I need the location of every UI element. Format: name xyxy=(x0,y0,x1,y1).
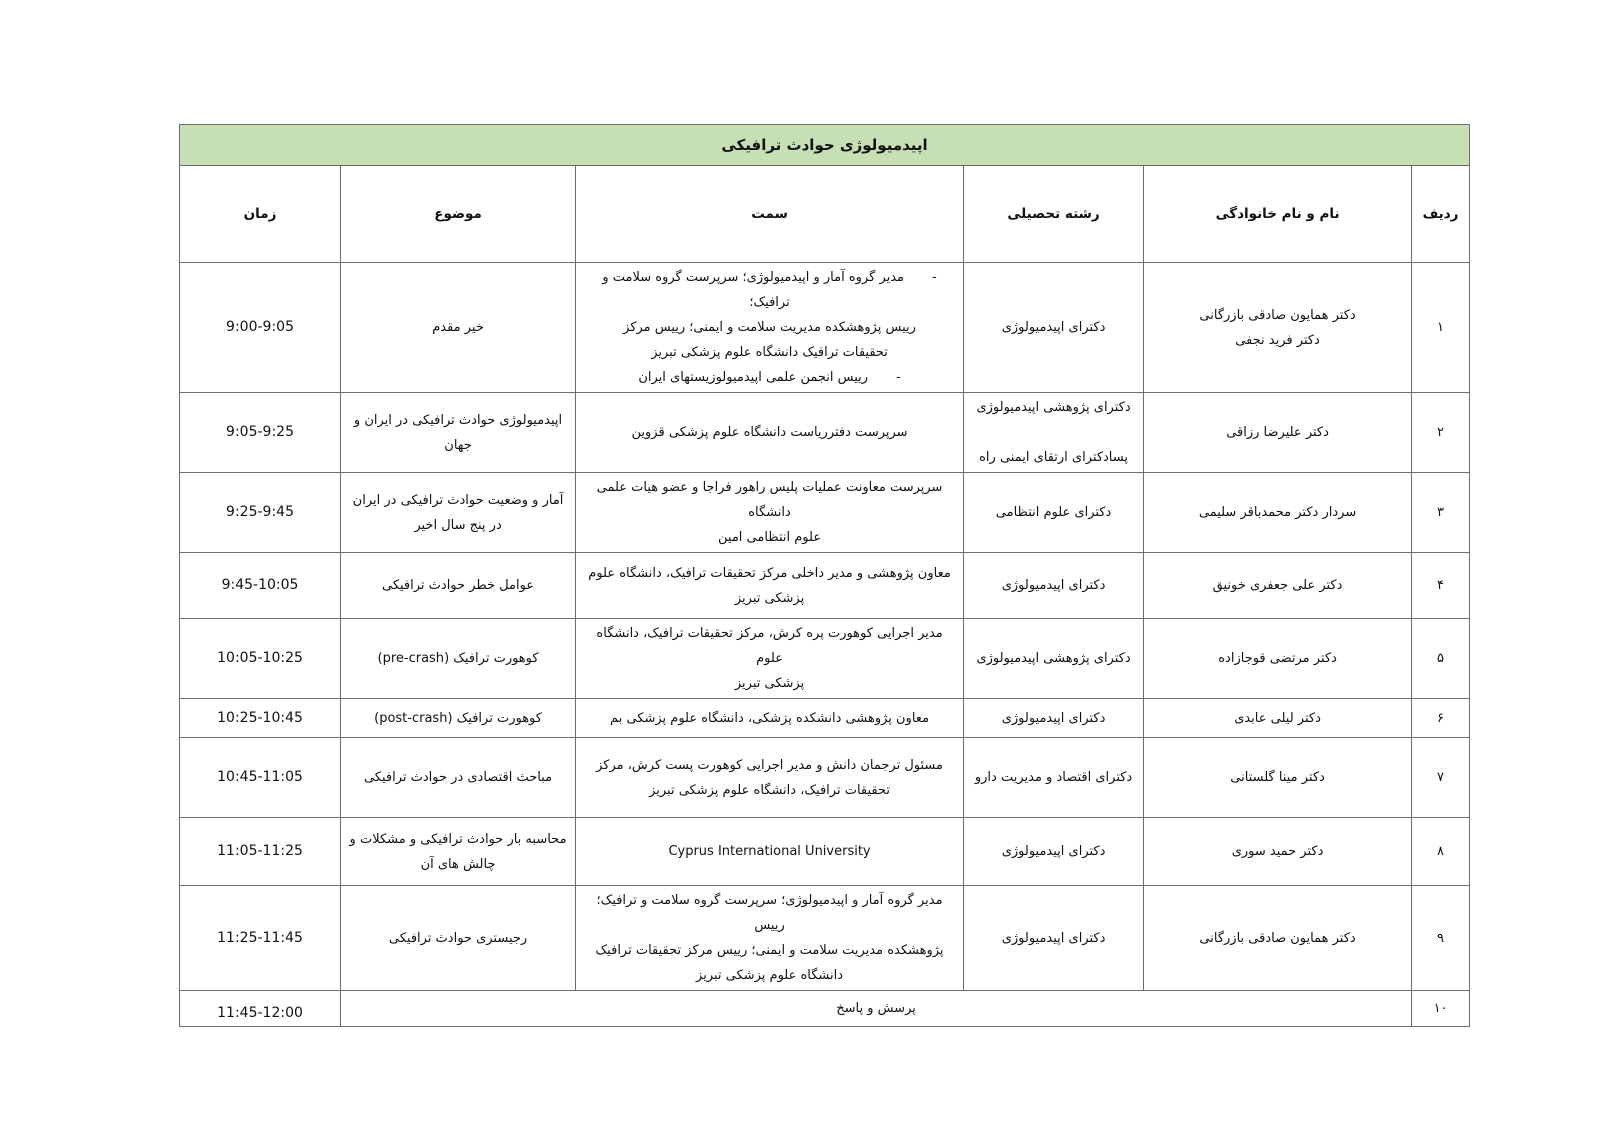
topic-cell xyxy=(341,619,576,699)
field-cell xyxy=(964,886,1144,991)
topic-cell xyxy=(341,263,576,393)
field-cell xyxy=(964,473,1144,553)
position-cell xyxy=(576,738,964,818)
time-cell: 9:25-9:45 xyxy=(180,473,341,553)
name-cell xyxy=(1144,886,1412,991)
topic-cell-line: اپیدمیولوژی حوادث ترافیکی در ایران و xyxy=(353,412,563,428)
position-cell xyxy=(576,553,964,619)
position-cell-line: پژوهشکده مدیریت سلامت و ایمنی؛ رییس مرکز تحقیقات ترافیک xyxy=(595,943,944,958)
name-cell xyxy=(1144,738,1412,818)
table-row xyxy=(180,699,1470,738)
topic-cell-line: جهان xyxy=(444,437,472,453)
row-number-cell: ۴ xyxy=(1412,553,1470,619)
field-cell-line: دکترای اقتصاد و مدیریت دارو xyxy=(974,770,1133,785)
topic-cell-line: در پنج سال اخیر xyxy=(414,517,502,533)
table-row xyxy=(180,553,1470,619)
time-cell: 9:05-9:25 xyxy=(180,393,341,473)
name-cell xyxy=(1144,699,1412,738)
field-cell-line: دکترای پژوهشی اپیدمیولوژی xyxy=(976,651,1131,666)
header-field: رشته تحصیلی xyxy=(964,166,1144,263)
topic-cell-line: کوهورت ترافیک (pre-crash) xyxy=(377,651,539,666)
bullet-dash: - xyxy=(896,370,901,385)
table-row xyxy=(180,619,1470,699)
position-cell-line: پزشکی تبریز xyxy=(734,590,805,606)
field-cell xyxy=(964,553,1144,619)
name-cell-line: دکتر مینا گلستانی xyxy=(1230,770,1325,785)
field-cell-line: دکترای اپیدمیولوژی xyxy=(1001,930,1106,946)
program-table xyxy=(179,124,1470,1027)
name-cell xyxy=(1144,263,1412,393)
field-cell-line: دکترای اپیدمیولوژی xyxy=(1001,320,1106,335)
topic-cell xyxy=(341,886,576,991)
row-number-cell: ۵ xyxy=(1412,619,1470,699)
position-cell-line: مدیر گروه آمار و اپیدمیولوژی؛ سرپرست گروه سلامت و ترافیک؛ رییس xyxy=(596,893,943,933)
position-text: رییس پژوهشکده مدیریت سلامت و ایمنی؛ رییس مرکز xyxy=(623,320,916,335)
position-cell-line: معاون پژوهشی دانشکده پزشکی، دانشگاه علوم پزشکی بم xyxy=(610,710,930,726)
name-cell xyxy=(1144,553,1412,619)
table-row xyxy=(180,263,1470,393)
topic-cell-line: عوامل خطر حوادث ترافیکی xyxy=(381,578,535,593)
position-bullet-line xyxy=(584,315,955,340)
table-row-final xyxy=(180,991,1470,1027)
header-topic: موضوع xyxy=(341,166,576,263)
field-cell xyxy=(964,699,1144,738)
field-cell-line: دکترای اپیدمیولوژی xyxy=(1001,710,1106,726)
position-bullet-list xyxy=(584,265,955,390)
position-bullet-line xyxy=(584,265,955,315)
position-cell-line: مدیر اجرایی کوهورت پره کرش، مرکز تحقیقات ترافیک، دانشگاه علوم xyxy=(596,626,943,666)
position-cell-line: Cyprus International University xyxy=(668,844,871,859)
field-cell-line: دکترای اپیدمیولوژی xyxy=(1001,844,1106,859)
name-cell-line: دکتر علی جعفری خونیق xyxy=(1212,578,1343,593)
position-cell xyxy=(576,473,964,553)
position-cell-line: علوم انتظامی امین xyxy=(718,530,822,545)
field-cell-line: دکترای علوم انتظامی xyxy=(995,505,1112,520)
position-cell xyxy=(576,818,964,886)
position-cell-line: سرپرست معاونت عملیات پلیس راهور فراجا و عضو هیات علمی دانشگاه xyxy=(596,480,943,520)
position-cell-line: مسئول ترجمان دانش و مدیر اجرایی کوهورت پست کرش، مرکز xyxy=(596,757,943,773)
topic-cell-line: آمار و وضعیت حوادث ترافیکی در ایران xyxy=(352,492,564,508)
field-cell-line: پسادکترای ارتقای ایمنی راه xyxy=(979,450,1128,465)
table-title: اپیدمیولوژی حوادث ترافیکی xyxy=(180,125,1470,166)
position-bullet-line xyxy=(584,365,955,390)
topic-cell xyxy=(341,473,576,553)
row-number-cell: ۱ xyxy=(1412,263,1470,393)
topic-cell-line: رجیستری حوادث ترافیکی xyxy=(388,930,528,946)
position-text: رییس انجمن علمی اپیدمیولوزیستهای ایران xyxy=(638,370,869,385)
name-cell-line: دکتر حمید سوری xyxy=(1231,844,1324,859)
position-cell xyxy=(576,699,964,738)
field-cell xyxy=(964,619,1144,699)
topic-cell-line: خیر مقدم xyxy=(432,320,484,335)
name-cell xyxy=(1144,393,1412,473)
name-cell-line: سردار دکتر محمدباقر سلیمی xyxy=(1198,505,1357,520)
table-row xyxy=(180,393,1470,473)
name-cell-line: دکتر فرید نجفی xyxy=(1235,332,1320,348)
name-cell xyxy=(1144,473,1412,553)
row-number-cell: ۶ xyxy=(1412,699,1470,738)
name-cell-line: دکتر همایون صادقی بازرگانی xyxy=(1199,930,1356,946)
field-cell xyxy=(964,818,1144,886)
header-time: زمان xyxy=(180,166,341,263)
row-number-cell: ۳ xyxy=(1412,473,1470,553)
topic-cell-line: چالش های آن xyxy=(420,856,496,872)
row-number-cell: ۷ xyxy=(1412,738,1470,818)
time-cell: 9:45-10:05 xyxy=(180,553,341,619)
name-cell xyxy=(1144,619,1412,699)
position-cell-line: تحقیقات ترافیک، دانشگاه علوم پزشکی تبریز xyxy=(649,782,890,798)
name-cell-line: دکتر مرتضی قوجازاده xyxy=(1218,651,1337,666)
position-bullet-line xyxy=(584,340,955,365)
field-cell xyxy=(964,393,1144,473)
time-cell: 11:25-11:45 xyxy=(180,886,341,991)
topic-cell-line: مباحث اقتصادی در حوادث ترافیکی xyxy=(363,770,553,785)
position-text: مدیر گروه آمار و اپیدمیولوژی؛ سرپرست گروه سلامت و ترافیک؛ xyxy=(602,270,905,310)
time-cell: 11:05-11:25 xyxy=(180,818,341,886)
name-cell xyxy=(1144,818,1412,886)
time-cell: 10:25-10:45 xyxy=(180,699,341,738)
position-cell xyxy=(576,263,964,393)
time-cell: 10:05-10:25 xyxy=(180,619,341,699)
position-bullet xyxy=(584,365,955,390)
name-cell-line: دکتر علیرضا رزاقی xyxy=(1226,425,1329,440)
position-cell-line: پزشکی تبریز xyxy=(734,676,805,691)
topic-cell xyxy=(341,553,576,619)
row-number-cell: ۹ xyxy=(1412,886,1470,991)
topic-cell xyxy=(341,818,576,886)
row-number-cell: ۱۰ xyxy=(1412,991,1470,1027)
table-row xyxy=(180,473,1470,553)
table-row xyxy=(180,886,1470,991)
field-cell xyxy=(964,738,1144,818)
position-cell xyxy=(576,886,964,991)
position-cell-line: دانشگاه علوم پزشکی تبریز xyxy=(696,968,844,983)
topic-cell-line: محاسبه بار حوادث ترافیکی و مشکلات و xyxy=(349,831,567,847)
time-cell: 10:45-11:05 xyxy=(180,738,341,818)
time-cell: 11:45-12:00 xyxy=(180,991,341,1027)
field-cell xyxy=(964,263,1144,393)
header-name: نام و نام خانوادگی xyxy=(1144,166,1412,263)
position-cell-line: سرپرست دفترریاست دانشگاه علوم پزشکی قزوین xyxy=(631,425,908,440)
time-cell: 9:00-9:05 xyxy=(180,263,341,393)
field-cell-line: دکترای اپیدمیولوژی xyxy=(1001,578,1106,593)
position-cell xyxy=(576,619,964,699)
field-cell-line xyxy=(972,420,1135,445)
topic-cell-line: کوهورت ترافیک (post-crash) xyxy=(374,710,542,726)
topic-cell xyxy=(341,738,576,818)
header-row xyxy=(180,166,1470,263)
bullet-dash: - xyxy=(932,270,937,285)
table-row xyxy=(180,818,1470,886)
position-cell-line: معاون پژوهشی و مدیر داخلی مرکز تحقیقات ترافیک، دانشگاه علوم xyxy=(588,565,951,581)
position-bullet xyxy=(584,265,955,365)
name-cell-line: دکتر همایون صادقی بازرگانی xyxy=(1199,307,1356,323)
position-cell xyxy=(576,393,964,473)
row-number-cell: ۲ xyxy=(1412,393,1470,473)
header-row-number: ردیف xyxy=(1412,166,1470,263)
table-row xyxy=(180,738,1470,818)
name-cell-line: دکتر لیلی عابدی xyxy=(1234,710,1321,726)
row-number-cell: ۸ xyxy=(1412,818,1470,886)
position-text: تحقیقات ترافیک دانشگاه علوم پزشکی تبریز xyxy=(651,345,888,360)
topic-cell xyxy=(341,699,576,738)
topic-cell xyxy=(341,393,576,473)
field-cell-line: دکترای پژوهشی اپیدمیولوژی xyxy=(976,400,1131,415)
qa-cell: پرسش و پاسخ xyxy=(341,991,1412,1027)
header-position: سمت xyxy=(576,166,964,263)
